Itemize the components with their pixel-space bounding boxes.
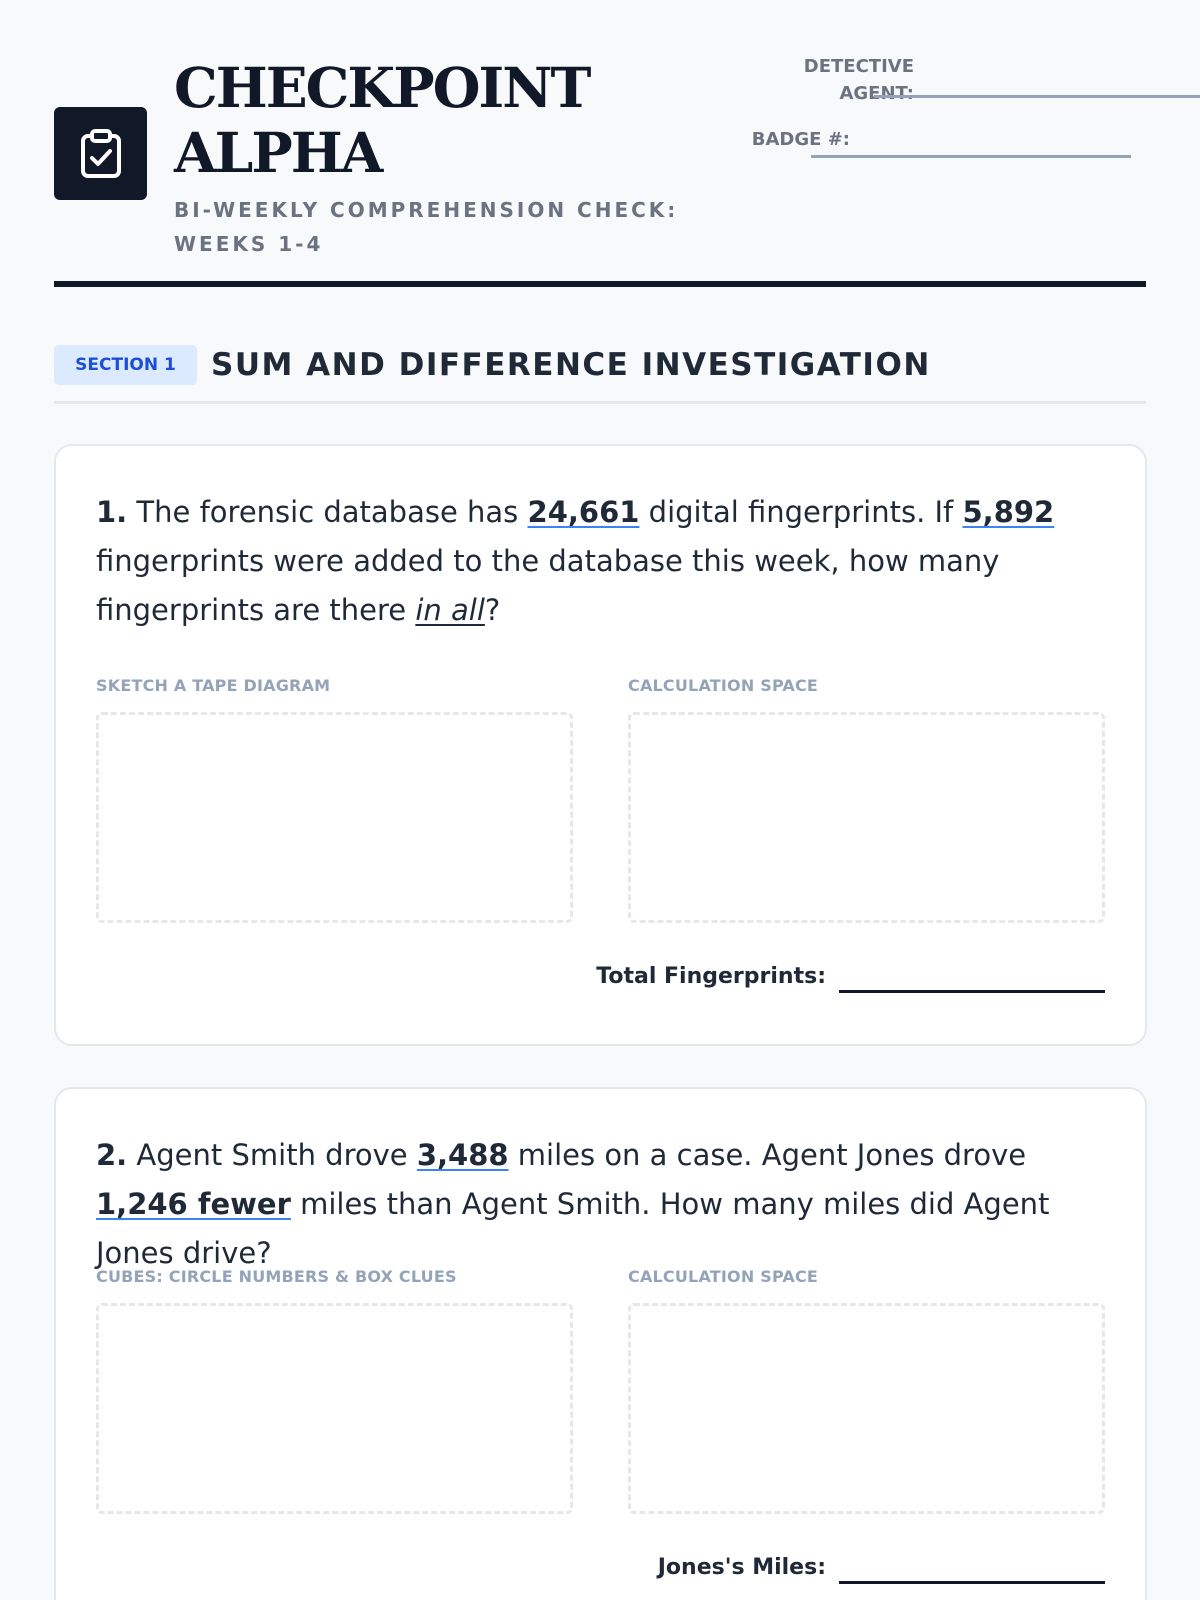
answer-field[interactable] xyxy=(839,1581,1105,1584)
page-subtitle: BI-WEEKLY COMPREHENSION CHECK: WEEKS 1-4 xyxy=(174,198,679,256)
question-card-1 xyxy=(54,444,1147,1046)
section-badge: SECTION 1 xyxy=(54,345,197,385)
answer-field[interactable] xyxy=(839,990,1105,993)
cubes-area[interactable] xyxy=(96,1303,573,1514)
highlighted-number: 1,246 fewer xyxy=(96,1187,291,1221)
tape-diagram-area[interactable] xyxy=(96,712,573,923)
cubes-label: CUBES: CIRCLE NUMBERS & BOX CLUES xyxy=(96,1267,457,1286)
agent-label-line2: AGENT: xyxy=(839,83,914,104)
keyword-emphasis: in all xyxy=(415,593,485,627)
question-text-2 xyxy=(96,1131,1096,1278)
page-title: CHECKPOINT ALPHA xyxy=(174,55,590,185)
section-heading xyxy=(54,287,1146,404)
calculation-space-label: CALCULATION SPACE xyxy=(628,1267,819,1286)
section-title: SUM AND DIFFERENCE INVESTIGATION xyxy=(211,347,931,383)
question-text-1 xyxy=(96,488,1096,635)
logo xyxy=(54,107,147,200)
clipboard-check-icon xyxy=(79,128,123,180)
question-number: 1. xyxy=(96,495,128,529)
calculation-space-label: CALCULATION SPACE xyxy=(628,676,819,695)
badge-field-label: BADGE #: xyxy=(751,129,850,150)
question-text-segment: miles than Agent Smith. How many miles did Agent Jones drive? xyxy=(96,1187,1050,1270)
question-number: 2. xyxy=(96,1138,128,1172)
title-block xyxy=(174,55,694,261)
tape-diagram-label: SKETCH A TAPE DIAGRAM xyxy=(96,676,331,695)
highlighted-number: 24,661 xyxy=(527,495,640,529)
answer-label: Jones's Miles: xyxy=(657,1555,826,1580)
question-text-segment: The forensic database has xyxy=(127,495,528,529)
question-card-2 xyxy=(54,1087,1147,1600)
highlighted-number: 3,488 xyxy=(416,1138,509,1172)
agent-label-line1: DETECTIVE xyxy=(803,56,914,77)
calculation-area[interactable] xyxy=(628,1303,1105,1514)
highlighted-number: 5,892 xyxy=(962,495,1055,529)
answer-label: Total Fingerprints: xyxy=(596,964,826,989)
question-text-segment: miles on a case. Agent Jones drove xyxy=(508,1138,1027,1172)
question-text-segment: Agent Smith drove xyxy=(127,1138,417,1172)
question-text-segment: fingerprints were added to the database this week, how many fingerprints are there xyxy=(96,544,1000,627)
calculation-area[interactable] xyxy=(628,712,1105,923)
agent-field-label xyxy=(714,53,914,107)
worksheet-header xyxy=(54,0,1146,287)
question-text-segment: digital fingerprints. If xyxy=(639,495,963,529)
question-text-segment: ? xyxy=(484,593,501,627)
badge-number-field[interactable] xyxy=(811,155,1131,158)
agent-name-field[interactable] xyxy=(874,95,1200,98)
